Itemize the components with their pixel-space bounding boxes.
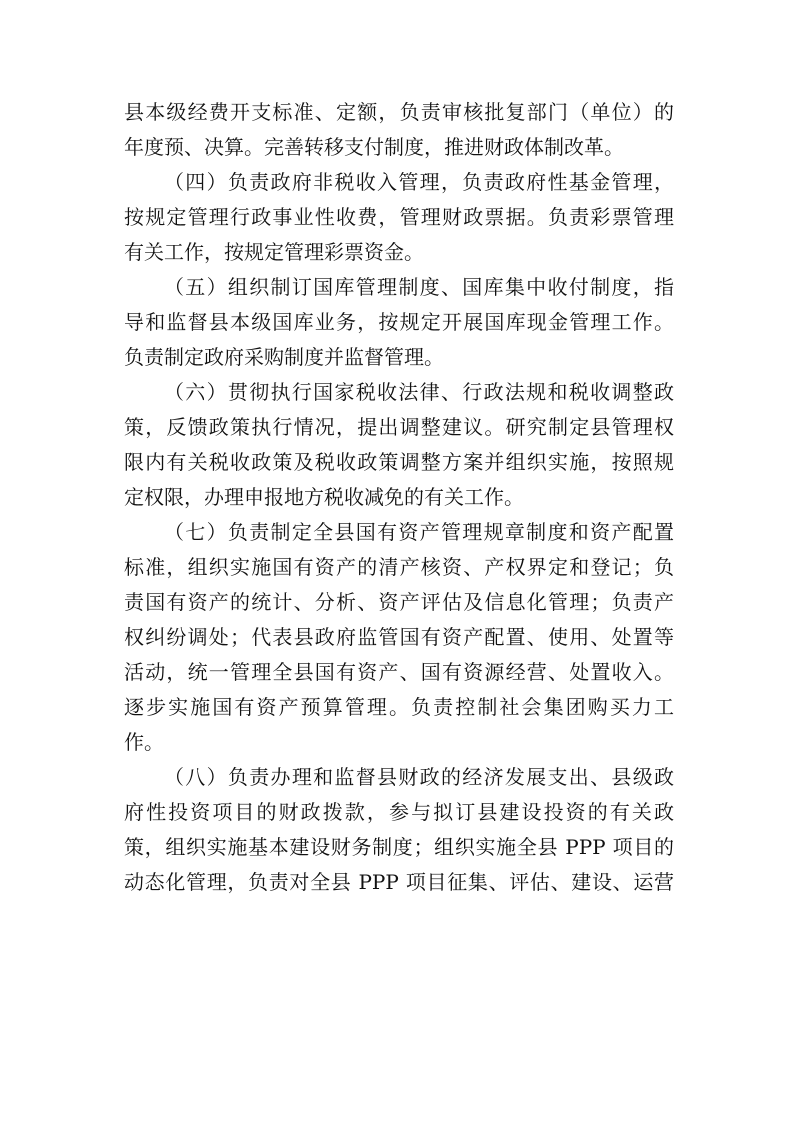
text-line: 责国有资产的统计、分析、资产评估及信息化管理；负责产 [124, 590, 674, 614]
text-line: 动态化管理，负责对全县 PPP 项目征集、评估、建设、运营 [124, 870, 674, 894]
text-line: 按规定管理行政事业性收费，管理财政票据。负责彩票管理 [124, 205, 674, 229]
paragraph-section-6 [124, 382, 674, 507]
text-line: 策，组织实施基本建设财务制度；组织实施全县 PPP 项目的 [124, 835, 674, 859]
text-line: 负责制定政府采购制度并监督管理。 [124, 345, 444, 369]
paragraph-continuation [124, 102, 674, 157]
paragraph-section-7 [124, 522, 674, 752]
paragraph-section-4 [124, 172, 674, 262]
text-line: 权纠纷调处；代表县政府监管国有资产配置、使用、处置等 [124, 625, 674, 649]
text-line: 策，反馈政策执行情况，提出调整建议。研究制定县管理权 [124, 415, 674, 439]
text-line: （八）负责办理和监督县财政的经济发展支出、县级政 [164, 765, 674, 789]
text-line: 有关工作，按规定管理彩票资金。 [124, 240, 424, 264]
text-line: （五）组织制订国库管理制度、国库集中收付制度，指 [164, 275, 674, 299]
text-line: （四）负责政府非税收入管理，负责政府性基金管理， [164, 170, 674, 194]
text-line: 逐步实施国有资产预算管理。负责控制社会集团购买力工 [124, 695, 674, 719]
text-line: 府性投资项目的财政拨款，参与拟订县建设投资的有关政 [124, 800, 674, 824]
text-line: 定权限，办理申报地方税收减免的有关工作。 [124, 485, 524, 509]
paragraph-section-8 [124, 767, 674, 892]
text-line: 限内有关税收政策及税收政策调整方案并组织实施，按照规 [124, 450, 674, 474]
text-line: 标准，组织实施国有资产的清产核资、产权界定和登记；负 [124, 555, 674, 579]
text-line: 作。 [124, 730, 164, 754]
text-line: 活动，统一管理全县国有资产、国有资源经营、处置收入。 [124, 660, 674, 684]
text-line: 年度预、决算。完善转移支付制度，推进财政体制改革。 [124, 135, 624, 159]
text-line: （六）贯彻执行国家税收法律、行政法规和税收调整政 [164, 380, 674, 404]
document-body [124, 102, 674, 907]
text-line: 县本级经费开支标准、定额，负责审核批复部门（单位）的 [124, 100, 674, 124]
text-line: 导和监督县本级国库业务，按规定开展国库现金管理工作。 [124, 310, 674, 334]
text-line: （七）负责制定全县国有资产管理规章制度和资产配置 [164, 520, 674, 544]
paragraph-section-5 [124, 277, 674, 367]
